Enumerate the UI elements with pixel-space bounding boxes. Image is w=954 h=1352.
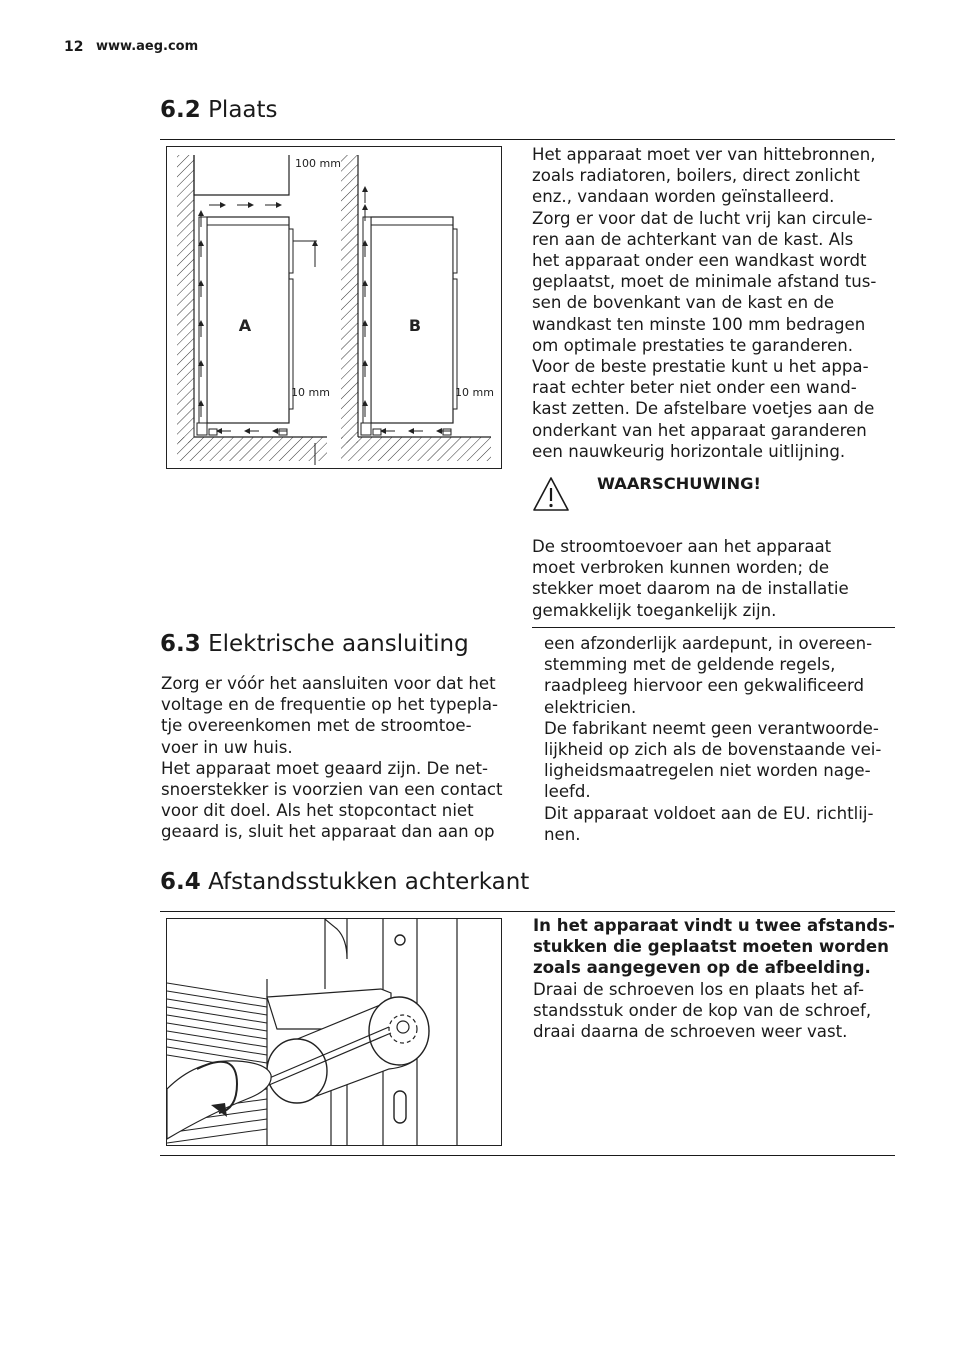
website-url[interactable]: www.aeg.com xyxy=(96,39,199,54)
text-line: geaard is, sluit het apparaat dan aan op xyxy=(161,822,495,842)
text-line: Het apparaat moet ver van hittebronnen, xyxy=(532,145,876,164)
text-line: stekker moet daarom na de installatie xyxy=(532,579,849,599)
section-6-4-bottom-rule xyxy=(160,1155,895,1156)
page-number: 12 xyxy=(64,39,84,55)
text-line: elektricien. xyxy=(544,697,637,717)
text-line: leefd. xyxy=(544,782,591,802)
warning-triangle-icon xyxy=(532,476,570,512)
section-6-3-heading xyxy=(160,631,469,657)
text-line: snoerstekker is voorzien van een contact xyxy=(161,780,503,800)
warning-rule xyxy=(532,627,895,628)
text-line: zoals aangegeven op de afbeelding. xyxy=(533,958,871,978)
section-6-4-rule xyxy=(160,911,895,912)
text-line: raat echter beter niet onder een wand- xyxy=(532,378,857,398)
wall-hatch-a xyxy=(177,155,194,443)
text-line: voer in uw huis. xyxy=(161,737,293,757)
text-line: Het apparaat moet geaard zijn. De net- xyxy=(161,758,489,778)
warning-label: WAARSCHUWING! xyxy=(597,474,761,493)
text-line: onderkant van het apparaat garanderen xyxy=(532,420,867,440)
text-line: standsstuk onder de kop van de schroef, xyxy=(533,1001,872,1021)
section-6-2-rule xyxy=(160,139,895,140)
section-6-3-number: 6.3 xyxy=(160,631,201,657)
dim-right-bottom-label: 10 mm xyxy=(455,386,494,399)
floor-hatch-b xyxy=(341,437,491,461)
text-line: Dit apparaat voldoet aan de EU. richtlij- xyxy=(544,803,874,823)
text-line: ren aan de achterkant van de kast. Als xyxy=(532,229,854,249)
floor-hatch-a xyxy=(177,437,327,461)
section-6-2-paragraph xyxy=(532,144,876,462)
section-6-2-number: 6.2 xyxy=(160,97,201,123)
text-line: gemakkelijk toegankelijk zijn. xyxy=(532,600,777,620)
dim-top-label: 100 mm xyxy=(295,157,341,170)
placement-figure xyxy=(166,146,502,469)
section-6-4-text xyxy=(533,979,871,1043)
text-line: raadpleeg hiervoor een gekwalificeerd xyxy=(544,676,865,696)
section-6-4-heading xyxy=(160,869,529,895)
text-line: om optimale prestaties te garanderen. xyxy=(532,335,853,355)
section-6-3-title: Elektrische aansluiting xyxy=(208,631,469,657)
text-line: lijkheid op zich als de bovenstaande vei- xyxy=(544,740,882,760)
text-line: wandkast ten minste 100 mm bedragen xyxy=(532,314,866,334)
text-line: voor dit doel. Als het stopcontact niet xyxy=(161,801,474,821)
wall-hatch-b xyxy=(341,155,358,443)
text-line: kast zetten. De afstelbare voetjes aan de xyxy=(532,399,875,419)
spacer-figure xyxy=(166,918,502,1146)
text-line: het apparaat onder een wandkast wordt xyxy=(532,251,867,271)
text-line: Draai de schroeven los en plaats het af- xyxy=(533,980,864,999)
section-6-4-bold-text xyxy=(533,915,895,979)
warning-text xyxy=(532,536,849,621)
text-line: een afzonderlijk aardepunt, in overeen- xyxy=(544,634,873,653)
text-line: voltage en de frequentie op het typepla- xyxy=(161,695,499,715)
text-line: draai daarna de schroeven weer vast. xyxy=(533,1022,848,1042)
dim-left-bottom-label: 10 mm xyxy=(291,386,330,399)
text-line: Zorg er vóór het aansluiten voor dat het xyxy=(161,674,496,693)
text-line: tje overeenkomen met de stroomtoe- xyxy=(161,716,472,736)
text-line: sen de bovenkant van de kast en de xyxy=(532,293,835,313)
text-line: moet verbroken kunnen worden; de xyxy=(532,558,830,578)
label-a: A xyxy=(238,316,252,335)
text-line: De stroomtoevoer aan het apparaat xyxy=(532,537,832,556)
section-6-2-heading xyxy=(160,97,278,123)
text-line: stemming met de geldende regels, xyxy=(544,655,836,675)
section-6-4-title: Afstandsstukken achterkant xyxy=(208,869,530,895)
text-line: De fabrikant neemt geen verantwoorde- xyxy=(544,718,879,738)
text-line: een nauwkeurig horizontale uitlijning. xyxy=(532,441,846,461)
spacer-diagram xyxy=(167,919,501,1145)
text-line: In het apparaat vindt u twee afstands- xyxy=(533,916,895,935)
section-6-3-right-text xyxy=(544,633,881,845)
placement-diagram xyxy=(167,147,501,468)
label-b: B xyxy=(408,316,422,335)
text-line: Zorg er voor dat de lucht vrij kan circule- xyxy=(532,208,873,228)
text-line: enz., vandaan worden geïnstalleerd. xyxy=(532,187,835,207)
section-6-2-title: Plaats xyxy=(208,97,278,123)
text-line: Voor de beste prestatie kunt u het appa- xyxy=(532,357,869,377)
section-6-4-number: 6.4 xyxy=(160,869,201,895)
text-line: geplaatst, moet de minimale afstand tus- xyxy=(532,272,877,292)
text-line: nen. xyxy=(544,824,581,844)
section-6-3-left-text xyxy=(161,673,503,843)
text-line: stukken die geplaatst moeten worden xyxy=(533,937,889,957)
text-line: ligheidsmaatregelen niet worden nage- xyxy=(544,761,871,781)
text-line: zoals radiatoren, boilers, direct zonlicht xyxy=(532,166,860,186)
wall-cabinet-a xyxy=(194,155,289,195)
